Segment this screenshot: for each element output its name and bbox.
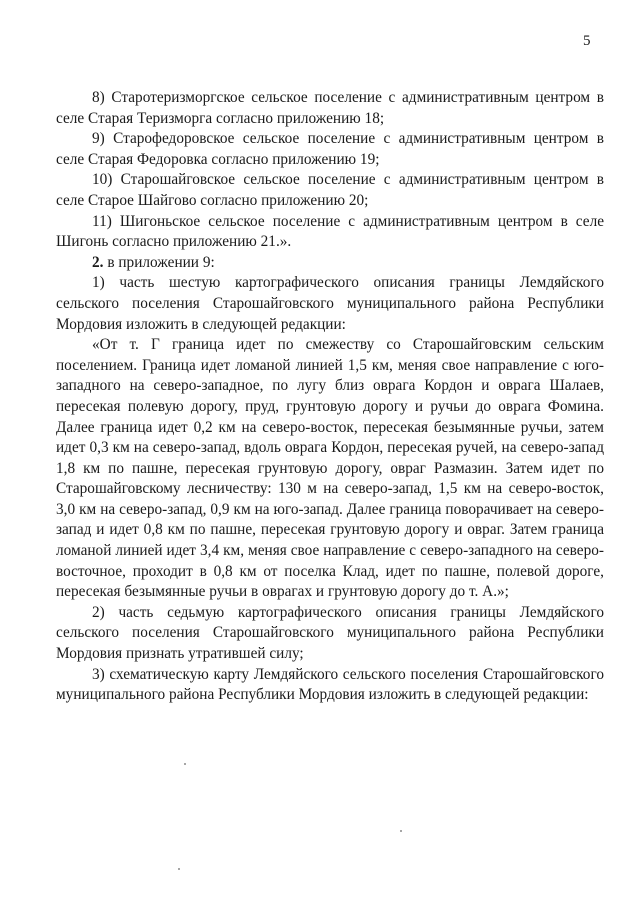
section-2-number: 2.: [92, 253, 104, 271]
section-2-text: в приложении 9:: [107, 253, 215, 271]
boundary-description-quote: «От т. Г граница идет по смежеству со Старошайговским сельским поселением. Граница идет ломаной линией 1,5 км, меняя свое направление с юго-западного на северо-западное, по лугу близ оврага Кордон и оврага Шалаев, пересекая полевую дорогу, пруд, грунтовую дорогу и ручьи до оврага Фомина. Далее граница идет 0,2 км на северо-восток, пересекая безымянные ручьи, затем идет 0,3 км на северо-запад, вдоль оврага Кордон, пересекая ручей, на северо-запад 1,8 км по пашне, пересекая грунтовую дорогу, овраг Размазин. Затем идет по Старошайговскому лесничеству: 130 м на северо-запад, 1,5 км на северо-восток, 3,0 км на северо-запад, 0,9 км на юго-запад. Далее граница поворачивает на северо-запад и идет 0,8 км по пашне, пересекая грунтовую дорогу и овраг. Затем граница ломаной линией идет 3,4 км, меняя свое направление с северо-западного на северо-восточное, проходит в 0,8 км от поселка Клад, идет по пашне, полевой дороге, пересекая безымянные ручьи в оврагах и грунтовую дорогу до т. А.»;: [56, 336, 604, 601]
list-item-9: 9) Старофедоровское сельское поселение с административным центром в селе Старая Федоровка согласно приложению 19;: [56, 130, 604, 168]
list-item-10: 10) Старошайговское сельское поселение с административным центром в селе Старое Шайгово согласно приложению 20;: [56, 171, 604, 209]
list-item-8: 8) Старотеризморгское сельское поселение с административным центром в селе Старая Теризморга согласно приложению 18;: [56, 89, 604, 127]
scan-speck: [400, 830, 402, 832]
scan-speck: [184, 763, 186, 765]
section-2-heading: [56, 253, 604, 274]
scan-speck: [178, 868, 180, 870]
subitem-2: 2) часть седьмую картографического описания границы Лемдяйского сельского поселения Старошайговского муниципального района Республики Мордовия признать утратившей силу;: [56, 603, 604, 663]
subitem-1: 1) часть шестую картографического описания границы Лемдяйского сельского поселения Старошайговского муниципального района Республики Мордовия изложить в следующей редакции:: [56, 274, 604, 333]
document-body: [56, 88, 604, 706]
list-item-11: 11) Шигоньское сельское поселение с административным центром в селе Шигонь согласно приложению 21.».: [56, 212, 604, 251]
subitem-3: 3) схематическую карту Лемдяйского сельского поселения Старошайговского муниципального района Республики Мордовия изложить в следующей редакции:: [56, 665, 604, 704]
page-number: 5: [583, 33, 591, 49]
